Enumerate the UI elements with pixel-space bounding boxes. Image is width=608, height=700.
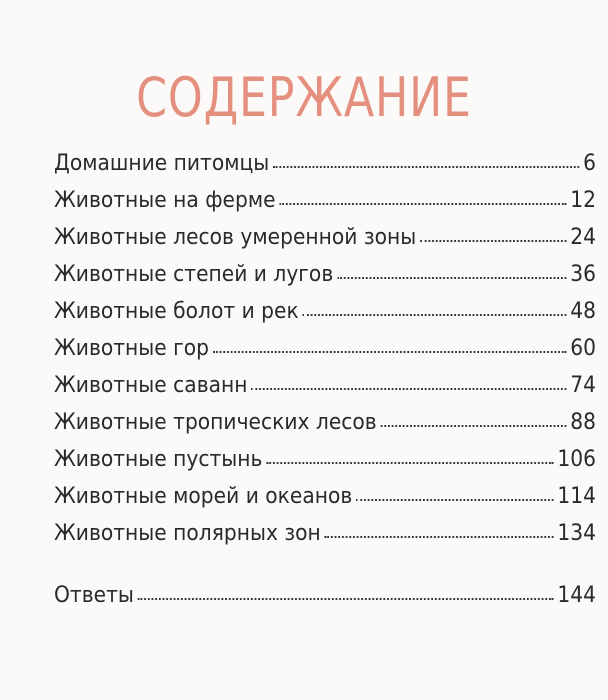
toc-entry-page: 114 — [557, 484, 596, 509]
toc-entry[interactable] — [54, 478, 596, 515]
toc-entry-answers[interactable] — [54, 577, 596, 614]
table-of-contents — [54, 145, 596, 614]
toc-entry[interactable] — [54, 219, 596, 256]
dot-leader — [302, 296, 566, 318]
toc-entry-title: Животные гор — [54, 336, 210, 361]
toc-entry-title: Животные саванн — [54, 373, 248, 398]
toc-entry-page: 12 — [570, 188, 596, 213]
dot-leader — [273, 148, 580, 170]
dot-leader — [356, 481, 554, 503]
toc-entry-page: 144 — [557, 583, 596, 608]
toc-entry-title: Животные лесов умеренной зоны — [54, 225, 417, 250]
toc-entry-title: Животные пустынь — [54, 447, 263, 472]
toc-entry[interactable] — [54, 145, 596, 182]
toc-entry-page: 36 — [570, 262, 596, 287]
toc-entry-page: 74 — [570, 373, 596, 398]
toc-entry-page: 6 — [583, 151, 596, 176]
dot-leader — [279, 185, 566, 207]
toc-entry-title: Животные степей и лугов — [54, 262, 334, 287]
toc-entry-page: 24 — [570, 225, 596, 250]
toc-entry-title: Животные болот и рек — [54, 299, 299, 324]
toc-entry[interactable] — [54, 367, 596, 404]
toc-entry-title: Животные на ферме — [54, 188, 276, 213]
toc-entry-title: Животные тропических лесов — [54, 410, 377, 435]
toc-entry-title: Животные полярных зон — [54, 521, 321, 546]
dot-leader — [266, 444, 554, 466]
toc-entry[interactable] — [54, 404, 596, 441]
toc-entry[interactable] — [54, 330, 596, 367]
dot-leader — [213, 333, 567, 355]
dot-leader — [324, 518, 553, 540]
toc-entry-title: Домашние питомцы — [54, 151, 270, 176]
toc-entry-page: 88 — [570, 410, 596, 435]
toc-entry-page: 106 — [557, 447, 596, 472]
dot-leader — [251, 370, 566, 392]
dot-leader — [380, 407, 566, 429]
toc-entry-title: Животные морей и океанов — [54, 484, 353, 509]
dot-leader — [138, 580, 554, 602]
toc-entry[interactable] — [54, 441, 596, 478]
toc-entry[interactable] — [54, 293, 596, 330]
toc-entry[interactable] — [54, 515, 596, 552]
toc-entry[interactable] — [54, 256, 596, 293]
toc-entry[interactable] — [54, 182, 596, 219]
toc-entry-page: 48 — [570, 299, 596, 324]
toc-entry-title: Ответы — [54, 583, 134, 608]
toc-entry-page: 134 — [557, 521, 596, 546]
dot-leader — [337, 259, 567, 281]
toc-entry-page: 60 — [570, 336, 596, 361]
page-title: СОДЕРЖАНИЕ — [136, 66, 472, 130]
dot-leader — [420, 222, 567, 244]
